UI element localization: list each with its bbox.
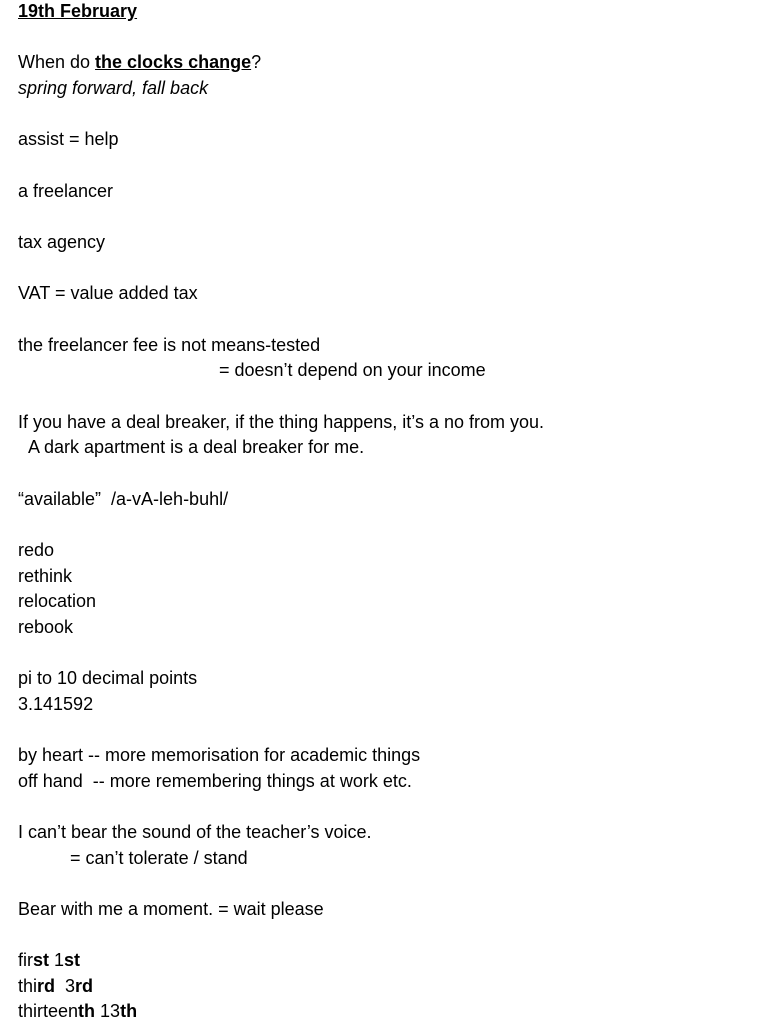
re-word-item: rethink [18, 566, 73, 586]
clocks-question [18, 51, 261, 73]
ordinal-number: 1 [49, 950, 65, 970]
deal-breaker-definition: If you have a deal breaker, if the thing happens, it’s a no from you. [18, 412, 544, 432]
fee-entry: the freelancer fee is not means-tested [18, 335, 321, 355]
ordinal-number: 3 [55, 976, 76, 996]
ordinal-number: 13 [95, 1001, 121, 1021]
deal-breaker-example: A dark apartment is a deal breaker for me. [28, 437, 365, 457]
ordinal-number-suffix: th [120, 1001, 138, 1021]
ordinal-row [18, 1000, 137, 1022]
ordinal-suffix: st [33, 950, 50, 970]
ordinal-row [18, 975, 93, 997]
pi-value: 3.141592 [18, 694, 94, 714]
clocks-question-suffix: ? [251, 52, 262, 72]
off-hand-entry: off hand -- more remembering things at work etc. [18, 771, 412, 791]
tax-agency-entry: tax agency [18, 232, 106, 252]
bear-definition: = can’t tolerate / stand [70, 848, 248, 868]
ordinal-stem: thirteen [18, 1001, 79, 1021]
freelancer-entry: a freelancer [18, 181, 114, 201]
date-heading: 19th February [18, 1, 138, 21]
clocks-question-term: the clocks change [95, 52, 252, 72]
ordinal-row [18, 949, 80, 971]
available-pronunciation: “available” /a-vA-leh-buhl/ [18, 489, 229, 509]
ordinal-stem: fir [18, 950, 33, 970]
bear-example: I can’t bear the sound of the teacher’s voice. [18, 822, 372, 842]
ordinal-suffix: th [78, 1001, 96, 1021]
re-word-item: relocation [18, 591, 97, 611]
assist-entry: assist = help [18, 129, 119, 149]
re-word-item: redo [18, 540, 55, 560]
ordinal-number-suffix: rd [75, 976, 94, 996]
pi-label: pi to 10 decimal points [18, 668, 198, 688]
bear-with-entry: Bear with me a moment. = wait please [18, 899, 324, 919]
vat-entry: VAT = value added tax [18, 283, 198, 303]
fee-definition: = doesn’t depend on your income [219, 360, 486, 380]
ordinal-number-suffix: st [64, 950, 81, 970]
clocks-question-prefix: When do [18, 52, 96, 72]
re-word-item: rebook [18, 617, 74, 637]
ordinal-stem: thi [18, 976, 38, 996]
clocks-note: spring forward, fall back [18, 78, 209, 98]
by-heart-entry: by heart -- more memorisation for academic things [18, 745, 421, 765]
ordinal-suffix: rd [37, 976, 56, 996]
